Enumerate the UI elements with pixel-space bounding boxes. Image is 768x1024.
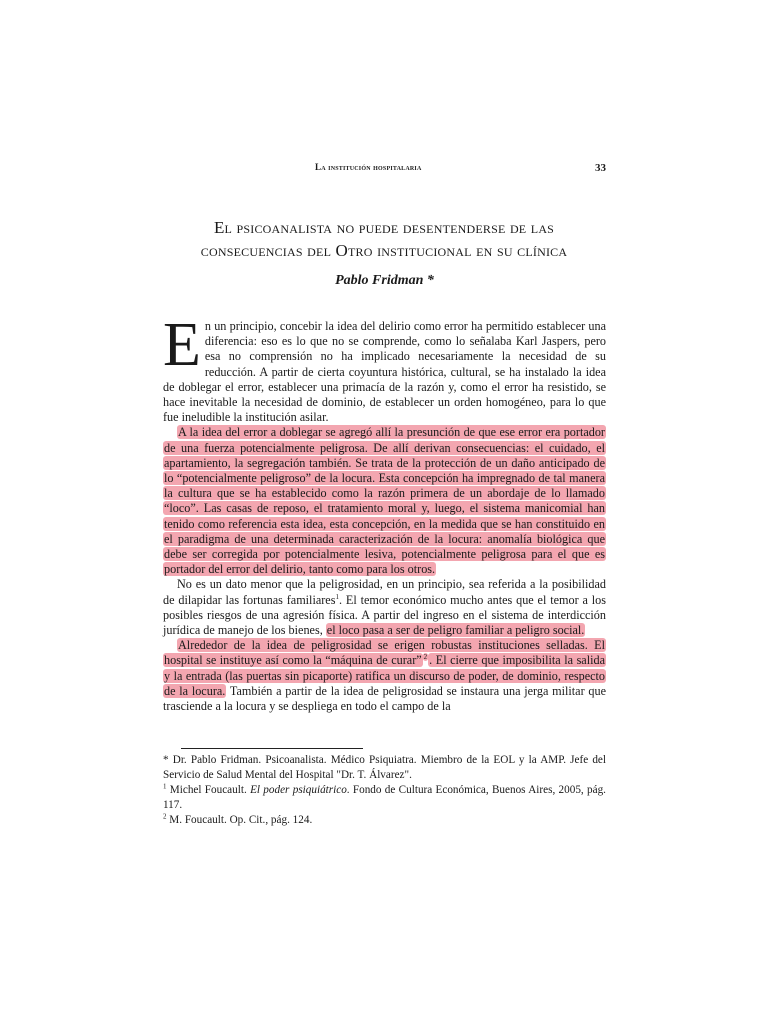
article-title: [140, 216, 628, 262]
highlight-paragraph-4-b: . El cierre que imposibilita la salida y la entrada (las puertas sin picaporte) ratifica un discurso de poder, de dominio, respecto de la locura.: [164, 653, 605, 698]
paragraph-2: [163, 425, 606, 577]
footnote-1-book-title: El poder psiquiátrico: [250, 784, 347, 796]
highlight-paragraph-2: A la idea del error a doblegar se agregó allí la presunción de que ese error era portador de una fuerza potencialmente peligrosa. De allí derivan consecuencias: el cuidado, el apartamiento, la segregación también. Se trata de la protección de un daño anticipado de lo “potencialmente peligroso” de la locura. Esta concepción ha impregnado de tal manera la cultura que se ha establecido como la razón primera de un abordaje de lo llamado “loco”. Las casas de reposo, el tratamiento moral y, luego, el sistema manicomial han tenido como referencia esta idea, esta concepción, en la medida que se han constituido en el paradigma de una determinada caracterización de la locura: anomalía biológica que debe ser corregida por potencialmente lesiva, potencialmente peligrosa para el que es portador del error del delirio, tanto como para los otros.: [164, 425, 605, 577]
article-title-line1: El psicoanalista no puede desentenderse de las: [213, 218, 555, 237]
footnote-1: [163, 783, 606, 813]
footnote-1-mark: 1: [163, 782, 167, 791]
footnote-1-text-b: . Fondo de Cultura Económica, Buenos Aires, 2005, pág. 117.: [163, 784, 606, 811]
paragraph-1: [163, 311, 606, 425]
paragraph-4-text: También a partir de la idea de peligrosidad se instaura una jerga militar que trasciende a la locura y se despliega en todo el campo de la: [163, 683, 606, 714]
footnote-author: * Dr. Pablo Fridman. Psicoanalista. Médico Psiquiatra. Miembro de la EOL y la AMP. Jefe del Servicio de Salud Mental del Hospital "Dr. T. Álvarez".: [163, 754, 606, 781]
highlight-paragraph-4-a: Alrededor de la idea de peligrosidad se erigen robustas instituciones selladas. El hospital se instituye así como la “máquina de curar”: [164, 638, 605, 668]
paragraph-1-text: n un principio, concebir la idea del delirio como error ha permitido establecer una diferencia: eso es lo que no se comprende, como lo señalaba Karl Jaspers, pero esa no comprensión no ha implicado necesariamente la necesidad de su reducción. A partir de cierta coyuntura histórica, cultural, se ha instalado la idea de doblegar el error, establecer una primacía de la razón y, como el error ha resistido, se hace inevitable la necesidad de dominio, de establecer un orden homogéneo, para lo que fue ineludible la institución asilar.: [163, 319, 606, 425]
footnote-2-text: M. Foucault. Op. Cit., pág. 124.: [166, 814, 313, 826]
highlight-paragraph-3: el loco pasa a ser de peligro familiar a peligro social.: [326, 623, 585, 638]
article-title-line2: consecuencias del Otro institucional en su clínica: [200, 241, 568, 260]
paragraph-3-text-b: . El temor económico mucho antes que el temor a los posibles riesgos de una agresión física. A partir del ingreso en el sistema de interdicción jurídica de manejo de los bienes,: [163, 592, 606, 638]
footnote-1-text-a: Michel Foucault.: [166, 784, 251, 796]
paragraph-3: [163, 577, 606, 638]
article-body: [163, 311, 606, 714]
running-title: La institución hospitalaria: [315, 162, 422, 172]
footnote-2: [163, 813, 606, 828]
paragraph-3-text-a: No es un dato menor que la peligrosidad, en un principio, sea referida a la posibilidad de dilapidar las fortunas familiares: [163, 577, 606, 607]
footnote-divider: [181, 748, 363, 749]
footnotes: [163, 753, 606, 828]
footnote-2-mark: 2: [163, 812, 167, 821]
drop-cap: E: [163, 311, 201, 379]
page-number: 33: [595, 162, 606, 174]
footnote-ref-2: 2: [423, 653, 428, 662]
author-name: Pablo Fridman *: [335, 273, 434, 288]
footnote-ref-1: 1: [335, 592, 339, 601]
paragraph-4: [163, 638, 606, 714]
running-head: [163, 162, 606, 178]
